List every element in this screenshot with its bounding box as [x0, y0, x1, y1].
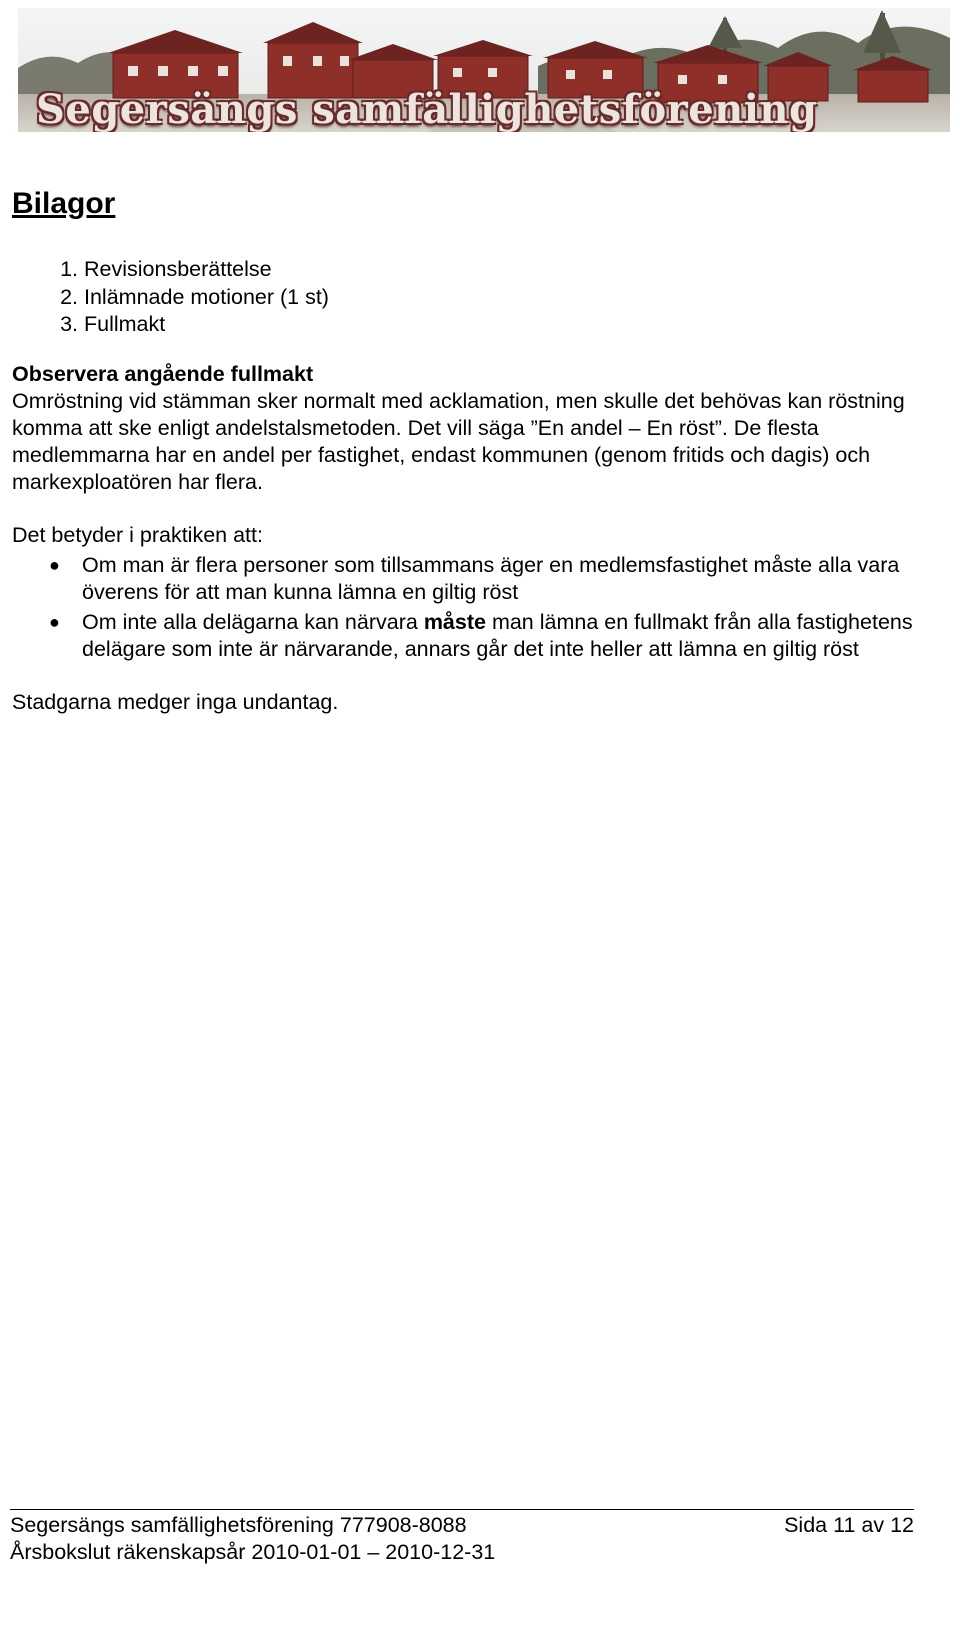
footer-row — [10, 1512, 914, 1539]
footer-page-number: Sida 11 av 12 — [784, 1513, 914, 1537]
note-paragraph: Omröstning vid stämman sker normalt med acklamation, men skulle det behövas kan röstning komma att ske enligt andelstalsmetoden. Det vill säga ”En andel – En röst”. De flesta medlemmarna har en andel per fastighet, endast kommunen (genom fritids och dagis) och markexploatören har flera. — [12, 388, 905, 494]
list-item: 3. Fullmakt — [84, 311, 942, 339]
footer-organization: Segersängs samfällighetsförening 777908-8088 — [10, 1513, 467, 1537]
section-heading: Observera angående fullmakt — [12, 361, 314, 386]
page-title: Bilagor — [12, 187, 116, 220]
annex-list — [12, 256, 942, 339]
bullet-icon: ● — [49, 611, 60, 632]
rule-emphasis: måste — [423, 609, 486, 634]
rules-list — [12, 552, 942, 663]
list-item: 2. Inlämnade motioner (1 st) — [84, 284, 942, 312]
list-item — [49, 609, 942, 663]
practice-lead: Det betyder i praktiken att: — [12, 522, 263, 547]
footer-period: Årsbokslut räkenskapsår 2010-01-01 – 2010-12-31 — [10, 1540, 496, 1564]
bullet-icon: ● — [49, 554, 60, 575]
page-footer — [10, 1509, 914, 1566]
document-body — [12, 186, 942, 716]
list-item — [49, 552, 942, 606]
header-banner — [18, 8, 950, 132]
rule-text-after: man lämna en fullmakt från alla fastighetens delägare som inte är närvarande, annars går det inte heller att lämna en giltig röst — [82, 609, 913, 661]
rule-text: Om man är flera personer som tillsammans äger en medlemsfastighet måste alla vara överens för att man kunna lämna en giltig röst — [82, 552, 900, 604]
closing-statement: Stadgarna medger inga undantag. — [12, 689, 339, 714]
rule-text-before: Om inte alla delägarna kan närvara — [82, 609, 424, 634]
banner-title: Segersängs samfällighetsförening — [36, 86, 818, 132]
list-item: 1. Revisionsberättelse — [84, 256, 942, 284]
